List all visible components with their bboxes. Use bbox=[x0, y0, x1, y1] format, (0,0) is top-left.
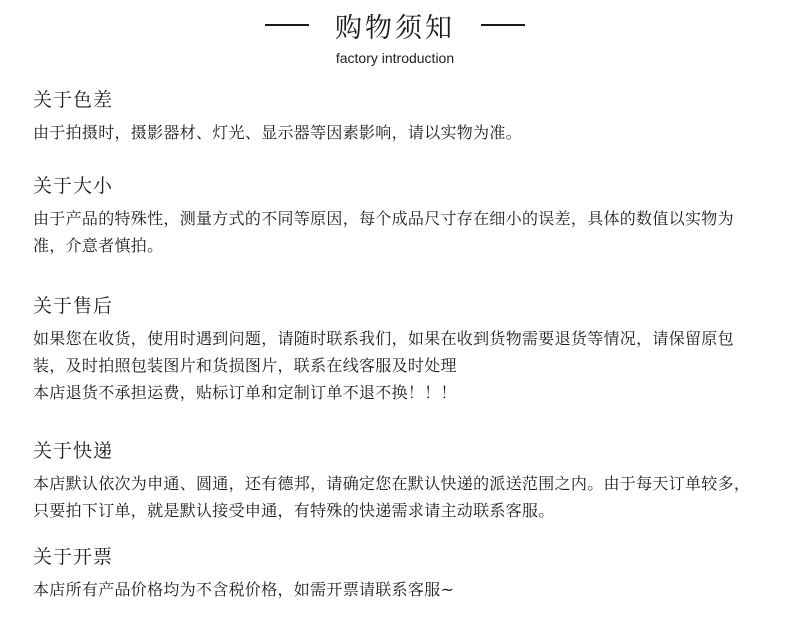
section-paragraph: 本店退货不承担运费，贴标订单和定制订单不退不换！！！ bbox=[33, 383, 457, 402]
section-body bbox=[33, 325, 763, 406]
section-paragraph: 由于拍摄时，摄影器材、灯光、显示器等因素影响，请以实物为准。 bbox=[33, 123, 523, 142]
section-heading: 关于快递 bbox=[33, 440, 114, 462]
section-paragraph: 由于产品的特殊性，测量方式的不同等原因，每个成品尺寸存在细小的误差，具体的数值以实物为准，介意者慎拍。 bbox=[33, 209, 734, 255]
section-body bbox=[33, 470, 763, 524]
section-body bbox=[33, 576, 763, 603]
section-heading: 关于开票 bbox=[33, 546, 114, 568]
section-invoice bbox=[33, 544, 763, 603]
page-header bbox=[0, 6, 790, 66]
section-paragraph: 本店默认依次为申通、圆通，还有德邦，请确定您在默认快递的派送范围之内。由于每天订单较多，只要拍下订单，就是默认接受申通，有特殊的快递需求请主动联系客服。 bbox=[33, 474, 751, 520]
section-shipping bbox=[33, 438, 763, 524]
section-after-sales bbox=[33, 293, 763, 406]
title-right-rule bbox=[481, 24, 525, 26]
section-body bbox=[33, 119, 763, 146]
section-size bbox=[33, 173, 763, 259]
section-heading: 关于大小 bbox=[33, 175, 114, 197]
page-subtitle: factory introduction bbox=[335, 50, 455, 66]
section-heading: 关于色差 bbox=[33, 89, 114, 111]
section-paragraph: 如果您在收货，使用时遇到问题，请随时联系我们，如果在收到货物需要退货等情况，请保留原包装，及时拍照包装图片和货损图片，联系在线客服及时处理 bbox=[33, 329, 734, 375]
section-heading: 关于售后 bbox=[33, 295, 114, 317]
section-color-difference bbox=[33, 87, 763, 146]
page-title: 购物须知 bbox=[335, 12, 455, 44]
section-body bbox=[33, 205, 763, 259]
section-paragraph: 本店所有产品价格均为不含税价格，如需开票请联系客服~ bbox=[33, 580, 455, 599]
title-left-rule bbox=[265, 24, 309, 26]
title-row bbox=[0, 6, 790, 44]
